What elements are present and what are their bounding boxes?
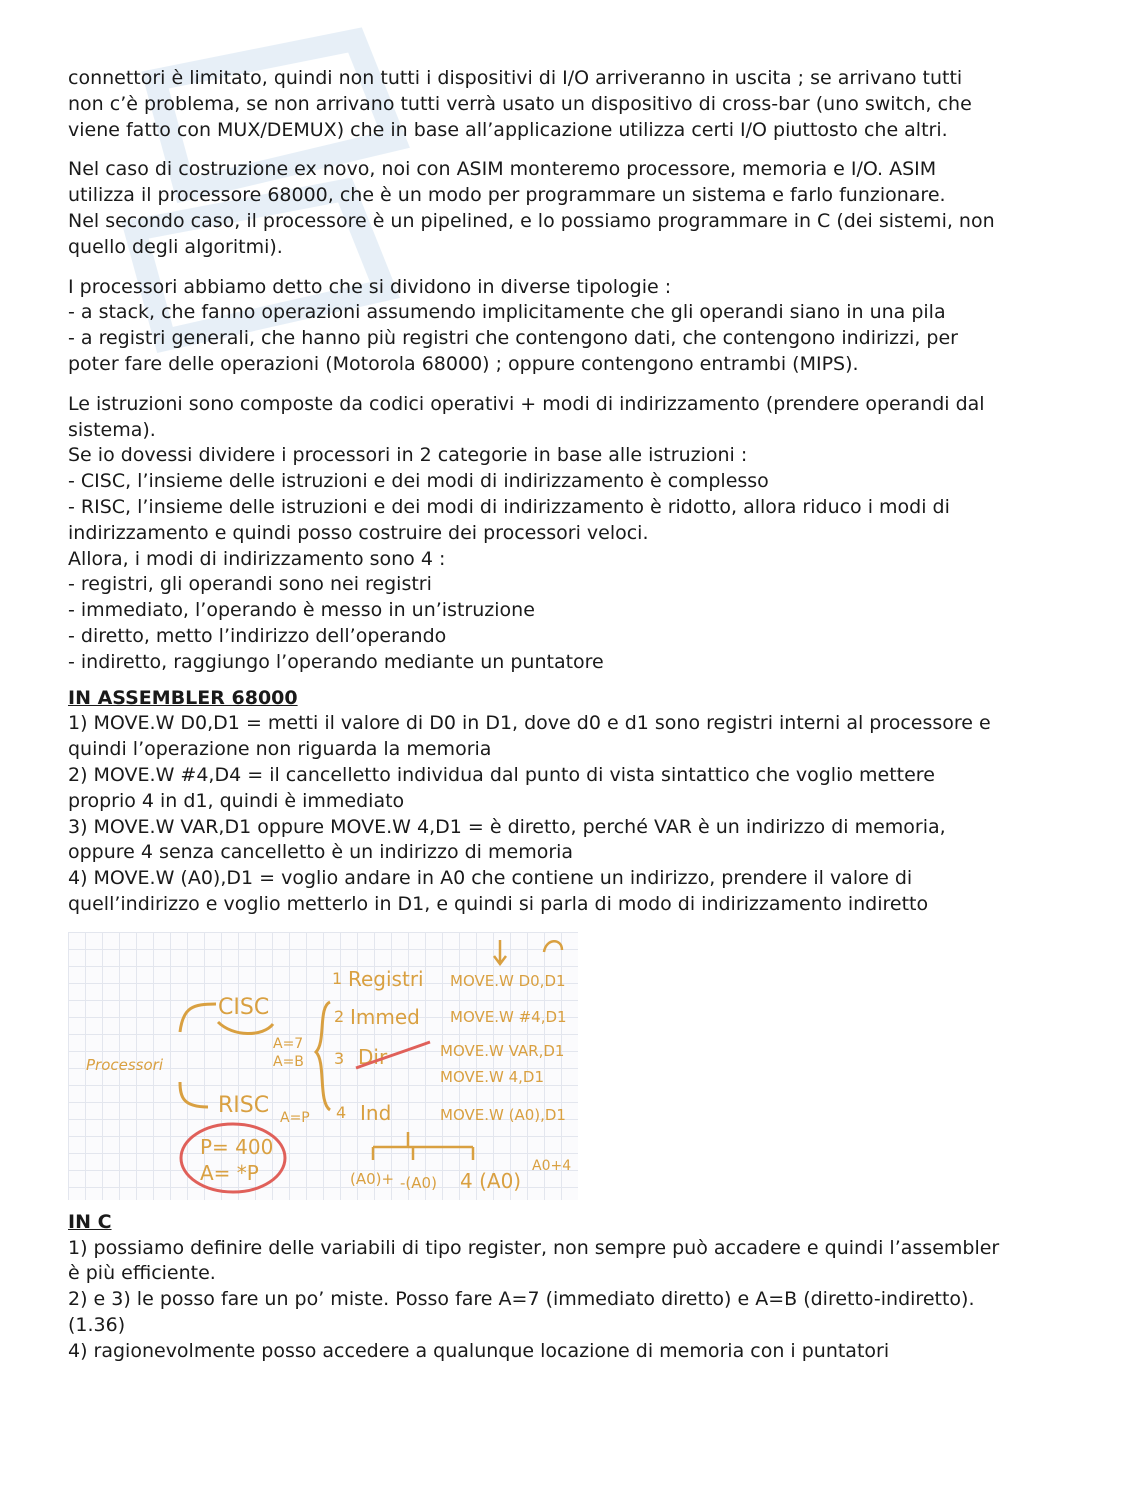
paragraph-instructions (68, 392, 1088, 676)
sketch-move1: MOVE.W D0,D1 (450, 971, 566, 990)
paragraph-asim (68, 157, 1088, 260)
text-line: - RISC, l’insieme delle istruzioni e dei modi di indirizzamento è ridotto, allora riduco i modi di (68, 495, 950, 518)
text-line: - a stack, che fanno operazioni assumendo implicitamente che gli operandi siano in una pila (68, 301, 946, 324)
sketch-sub4: A0+4 (532, 1157, 572, 1174)
text-line: oppure 4 senza cancelletto è un indirizzo di memoria (68, 841, 574, 864)
text-line: Le istruzioni sono composte da codici operativi + modi di indirizzamento (prendere operandi dal (68, 392, 985, 415)
paragraph-processor-types (68, 275, 1088, 378)
text-line: 1) MOVE.W D0,D1 = metti il valore di D0 in D1, dove d0 e d1 sono registri interni al processore e (68, 712, 991, 735)
sketch-n3: 3 (334, 1048, 345, 1068)
sketch-arrow-curve (544, 941, 562, 952)
text-line: indirizzamento e quindi posso costruire dei processori veloci. (68, 521, 649, 544)
text-line: è più efficiente. (68, 1262, 216, 1285)
sketch-cisc: CISC (218, 994, 270, 1020)
sketch-n2: 2 (334, 1006, 345, 1026)
heading-assembler: IN ASSEMBLER 68000 (68, 686, 298, 709)
text-line: quindi l’operazione non riguarda la memoria (68, 738, 492, 761)
text-line: I processori abbiamo detto che si dividono in diverse tipologie : (68, 275, 672, 298)
sketch-indiretto: Ind (360, 1100, 392, 1125)
sketch-immediato: Immed (350, 1004, 420, 1029)
text-line: 3) MOVE.W VAR,D1 oppure MOVE.W 4,D1 = è diretto, perché VAR è un indirizzo di memoria, (68, 815, 946, 838)
sketch-n1: 1 (332, 968, 343, 988)
sketch-bracket-risc (180, 1082, 208, 1107)
section-assembler (68, 686, 1088, 918)
text-line: (1.36) (68, 1313, 126, 1336)
text-line: 2) MOVE.W #4,D4 = il cancelletto individua dal punto di vista sintattico che voglio mettere (68, 763, 935, 786)
text-line: utilizza il processore 68000, che è un modo per programmare un sistema e farlo funzionare. (68, 184, 946, 207)
text-line: - diretto, metto l’indirizzo dell’operando (68, 624, 447, 647)
sketch-a-eq-7: A=7 (273, 1035, 304, 1052)
heading-c: IN C (68, 1210, 112, 1233)
text-line: proprio 4 in d1, quindi è immediato (68, 789, 405, 812)
sketch-brace (316, 1002, 330, 1110)
sketch-registri: Registri (348, 966, 424, 991)
text-line: sistema). (68, 418, 156, 441)
sketch-move3b: MOVE.W 4,D1 (440, 1067, 544, 1086)
text-line: 2) e 3) le posso fare un po’ miste. Posso fare A=7 (immediato diretto) e A=B (diretto-indiretto). (68, 1288, 975, 1311)
sketch-a-eq-b: A=B (273, 1053, 304, 1070)
text-line: Nel caso di costruzione ex novo, noi con ASIM monteremo processore, memoria e I/O. ASIM (68, 158, 937, 181)
sketch-a-eq-star-p: A= *P (200, 1160, 259, 1185)
sketch-n4: 4 (336, 1102, 347, 1122)
sketch-move4: MOVE.W (A0),D1 (440, 1105, 566, 1124)
text-line: - registri, gli operandi sono nei registri (68, 573, 432, 596)
sketch-risc: RISC (218, 1092, 270, 1118)
section-c (68, 1210, 1088, 1365)
text-line: poter fare delle operazioni (Motorola 68000) ; oppure contengono entrambi (MIPS). (68, 352, 859, 375)
text-line: - a registri generali, che hanno più registri che contengono dati, che contengono indirizzi, per (68, 327, 958, 350)
sketch-sub1: (A0)+ (350, 1169, 395, 1188)
text-line: - immediato, l’operando è messo in un’istruzione (68, 599, 535, 622)
sketch-subtree (373, 1132, 473, 1160)
sketch-drawing (68, 932, 578, 1200)
text-line: quell’indirizzo e voglio metterlo in D1, e quindi si parla di modo di indirizzamento indiretto (68, 892, 929, 915)
sketch-processori: Processori (86, 1055, 164, 1074)
text-line: quello degli algoritmi). (68, 235, 283, 258)
sketch-p-eq-400: P= 400 (200, 1134, 274, 1159)
text-line: 4) MOVE.W (A0),D1 = voglio andare in A0 che contiene un indirizzo, prendere il valore di (68, 867, 913, 890)
text-line: Nel secondo caso, il processore è un pipelined, e lo possiamo programmare in C (dei sistemi, non (68, 209, 995, 232)
document-page (68, 66, 1088, 1378)
text-line: 4) ragionevolmente posso accedere a qualunque locazione di memoria con i puntatori (68, 1339, 890, 1362)
sketch-underline-cisc (218, 1022, 273, 1034)
sketch-sub2: -(A0) (400, 1173, 437, 1192)
sketch-bracket-cisc (180, 1004, 216, 1032)
text-line: - indiretto, raggiungo l’operando mediante un puntatore (68, 650, 604, 673)
text-line: non c’è problema, se non arrivano tutti verrà usato un dispositivo di cross-bar (uno switch, che (68, 92, 972, 115)
text-line: connettori è limitato, quindi non tutti i dispositivi di I/O arriveranno in uscita ; se arrivano tutti (68, 67, 963, 89)
text-line: 1) possiamo definire delle variabili di tipo register, non sempre può accadere e quindi l’assembler (68, 1236, 1000, 1259)
sketch-arrow-down (494, 940, 506, 964)
sketch-a-eq-p: A=P (280, 1109, 310, 1126)
handwritten-sketch (68, 932, 578, 1200)
text-line: - CISC, l’insieme delle istruzioni e dei modi di indirizzamento è complesso (68, 470, 769, 493)
sketch-move2: MOVE.W #4,D1 (450, 1007, 567, 1026)
text-line: Allora, i modi di indirizzamento sono 4 : (68, 547, 446, 570)
text-line: Se io dovessi dividere i processori in 2 categorie in base alle istruzioni : (68, 444, 748, 467)
sketch-diretto: Dir (358, 1044, 388, 1069)
sketch-sub3: 4 (A0) (460, 1168, 522, 1193)
sketch-move3a: MOVE.W VAR,D1 (440, 1041, 565, 1060)
paragraph-io-connectors (68, 66, 1088, 143)
text-line: viene fatto con MUX/DEMUX) che in base all’applicazione utilizza certi I/O piuttosto che altri. (68, 118, 948, 141)
